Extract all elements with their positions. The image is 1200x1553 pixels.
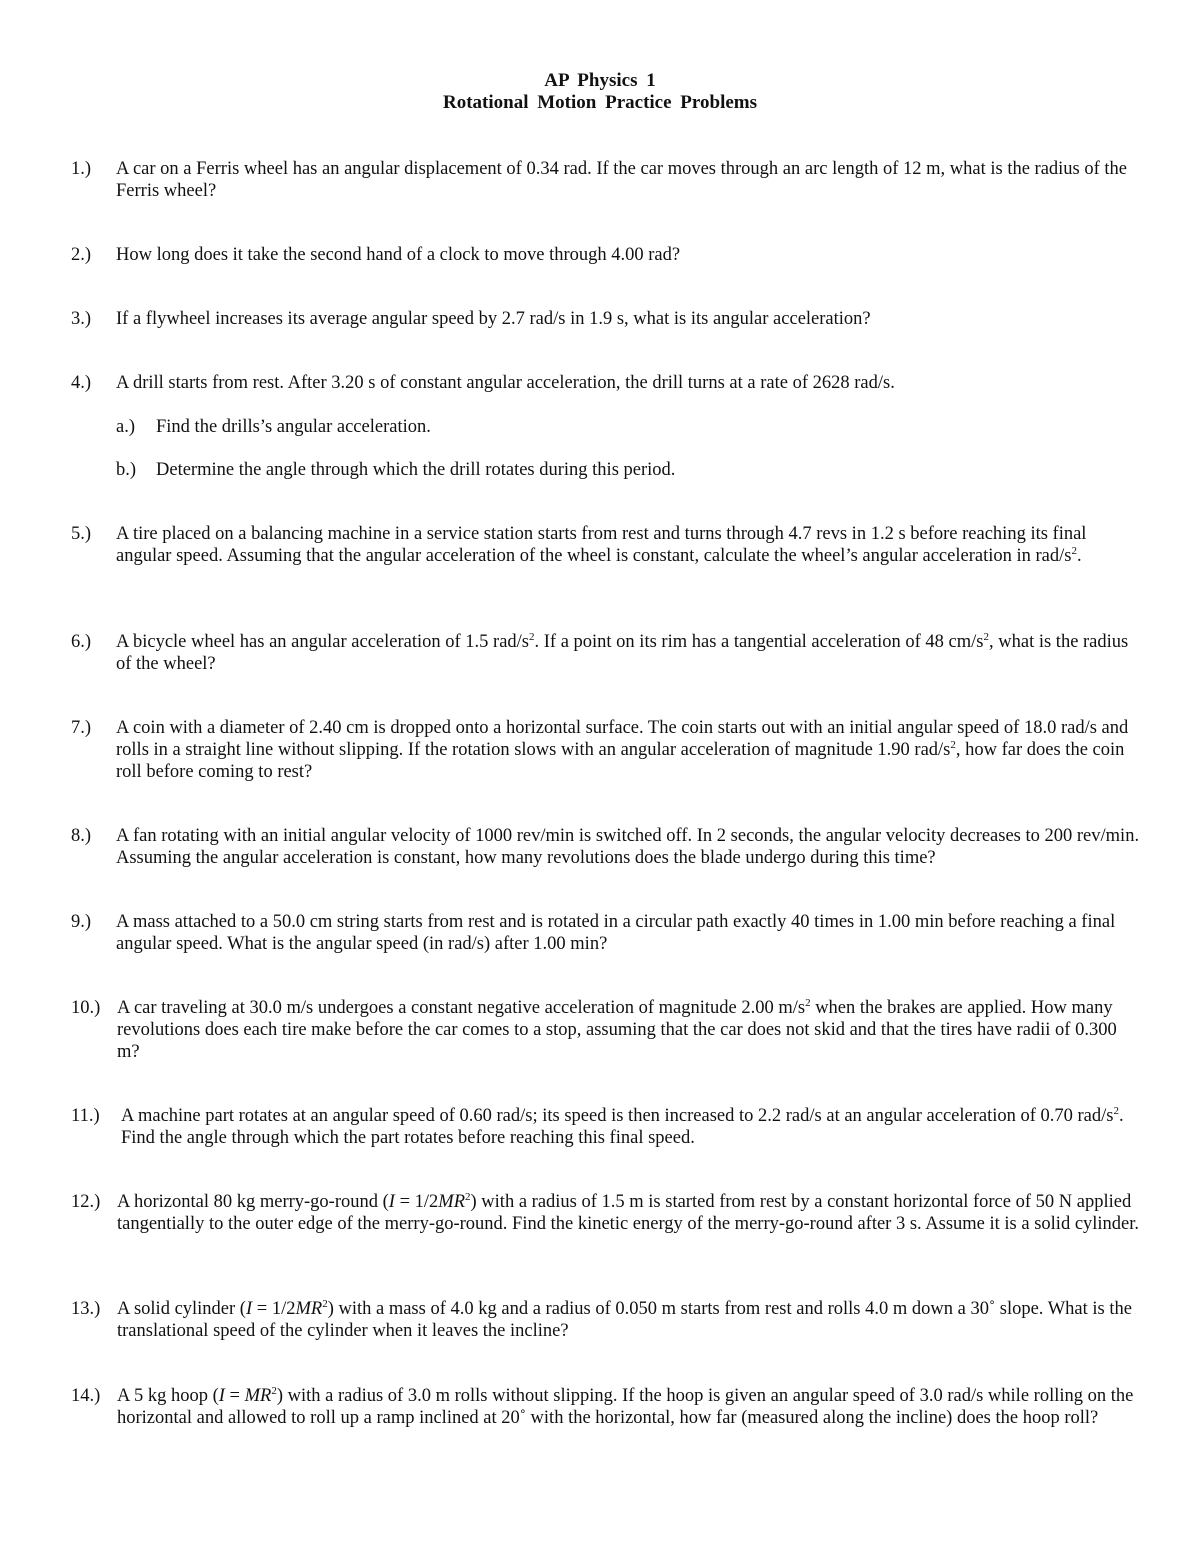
problem-text: A car traveling at 30.0 m/s undergoes a constant negative acceleration of magnitude 2.00 $m/s^2$ when the brakes are applied. How many revolutions does each tire make before the car comes to a stop, assuming that the car does not skid and that the tires have radii of 0.300 m? [117, 997, 1117, 1062]
problem-number: 4.) [71, 373, 92, 393]
problem-5 [71, 523, 1141, 567]
problem-1 [71, 158, 1141, 202]
problem-6 [71, 631, 1141, 675]
part-text: Find the drills’s angular acceleration. [156, 417, 431, 437]
problem-13 [71, 1298, 1141, 1342]
problem-text: A solid cylinder $(I = 1/2MR^2)$ with a mass of 4.0 kg and a radius of 0.050 m starts from rest and rolls 4.0 m down a 30˚ slope. What is the translational speed of the cylinder when it leaves the incline? [117, 1298, 1132, 1341]
problem-4-part-a [116, 416, 1116, 438]
problem-text: A car on a Ferris wheel has an angular displacement of 0.34 rad. If the car moves through an arc length of 12 m, what is the radius of the Ferris wheel? [116, 159, 1128, 201]
problem-text: A machine part rotates at an angular speed of 0.60 rad/s; its speed is then increased to 2.2 rad/s at an angular acceleration of 0.70 rad/$s^2$. Find the angle through which the part rotates before reaching this final speed. [121, 1105, 1124, 1148]
part-label: b.) [116, 460, 137, 480]
problem-number: 14.) [71, 1386, 101, 1406]
title-block [0, 70, 1200, 114]
problem-12 [71, 1191, 1141, 1235]
problem-3 [71, 308, 1141, 330]
problem-number: 6.) [71, 632, 92, 652]
problem-14 [71, 1385, 1141, 1429]
part-text: Determine the angle through which the drill rotates during this period. [156, 460, 676, 480]
problem-number: 1.) [71, 159, 92, 179]
problem-number: 2.) [71, 245, 92, 265]
problem-text: A coin with a diameter of 2.40 cm is dropped onto a horizontal surface. The coin starts out with an initial angular speed of 18.0 rad/s and rolls in a straight line without slipping. If the rotation slows with an angular acceleration of magnitude 1.90 rad/$s^2$, how far does the coin roll before coming to rest? [116, 718, 1129, 782]
problem-number: 3.) [71, 309, 92, 329]
problem-9 [71, 911, 1141, 955]
problem-text: A fan rotating with an initial angular velocity of 1000 rev/min is switched off. In 2 seconds, the angular velocity decreases to 200 rev/min. Assuming the angular acceleration is constant, how many revolutions does the blade undergo during this time? [116, 826, 1140, 868]
problem-10 [71, 997, 1141, 1063]
problem-text: A tire placed on a balancing machine in a service station starts from rest and turns through 4.7 revs in 1.2 s before reaching its final angular speed. Assuming that the angular acceleration of the wheel is constant, calculate the wheel’s angular acceleration in rad/$s^2$. [116, 524, 1087, 566]
problem-4-part-b [116, 459, 1116, 481]
problem-text: How long does it take the second hand of a clock to move through 4.00 rad? [116, 245, 681, 265]
part-label: a.) [116, 417, 135, 437]
problem-text: If a flywheel increases its average angular speed by 2.7 rad/s in 1.9 s, what is its angular acceleration? [116, 309, 871, 329]
problem-text: A horizontal 80 kg merry-go-round $(I = 1/2MR^2)$ with a radius of 1.5 m is started from rest by a constant horizontal force of 50 N applied tangentially to the outer edge of the merry-go-round. Find the kinetic energy of the merry-go-round after 3 s. Assume it is a solid cylinder. [117, 1191, 1140, 1234]
problem-4 [71, 372, 1141, 394]
problem-number: 8.) [71, 826, 92, 846]
problem-text: A mass attached to a 50.0 cm string starts from rest and is rotated in a circular path exactly 40 times in 1.00 min before reaching a final angular speed. What is the angular speed (in rad/s) after 1.00 min? [116, 912, 1116, 954]
problem-number: 11.) [71, 1106, 100, 1126]
problem-7 [71, 717, 1141, 783]
problem-2 [71, 244, 1141, 266]
problem-11 [71, 1105, 1141, 1149]
worksheet-subtitle: Rotational Motion Practice Problems [443, 92, 757, 113]
problem-number: 13.) [71, 1299, 101, 1319]
problem-number: 9.) [71, 912, 92, 932]
problem-text: A bicycle wheel has an angular acceleration of 1.5 rad/$s^2$. If a point on its rim has a tangential acceleration of 48 $cm/s^2$, what is the radius of the wheel? [116, 631, 1129, 674]
problem-text: A 5 kg hoop $(I = MR^2)$ with a radius of 3.0 m rolls without slipping. If the hoop is given an angular speed of 3.0 rad/s while rolling on the horizontal and allowed to roll up a ramp inclined at 20˚ with the horizontal, how far (measured along the incline) does the hoop roll? [117, 1385, 1134, 1428]
problem-number: 10.) [71, 998, 101, 1018]
problem-8 [71, 825, 1141, 869]
problem-number: 5.) [71, 524, 92, 544]
problem-number: 12.) [71, 1192, 101, 1212]
course-title: AP Physics 1 [544, 70, 656, 91]
problem-number: 7.) [71, 718, 92, 738]
problem-text: A drill starts from rest. After 3.20 s of constant angular acceleration, the drill turns at a rate of 2628 rad/s. [116, 373, 895, 393]
